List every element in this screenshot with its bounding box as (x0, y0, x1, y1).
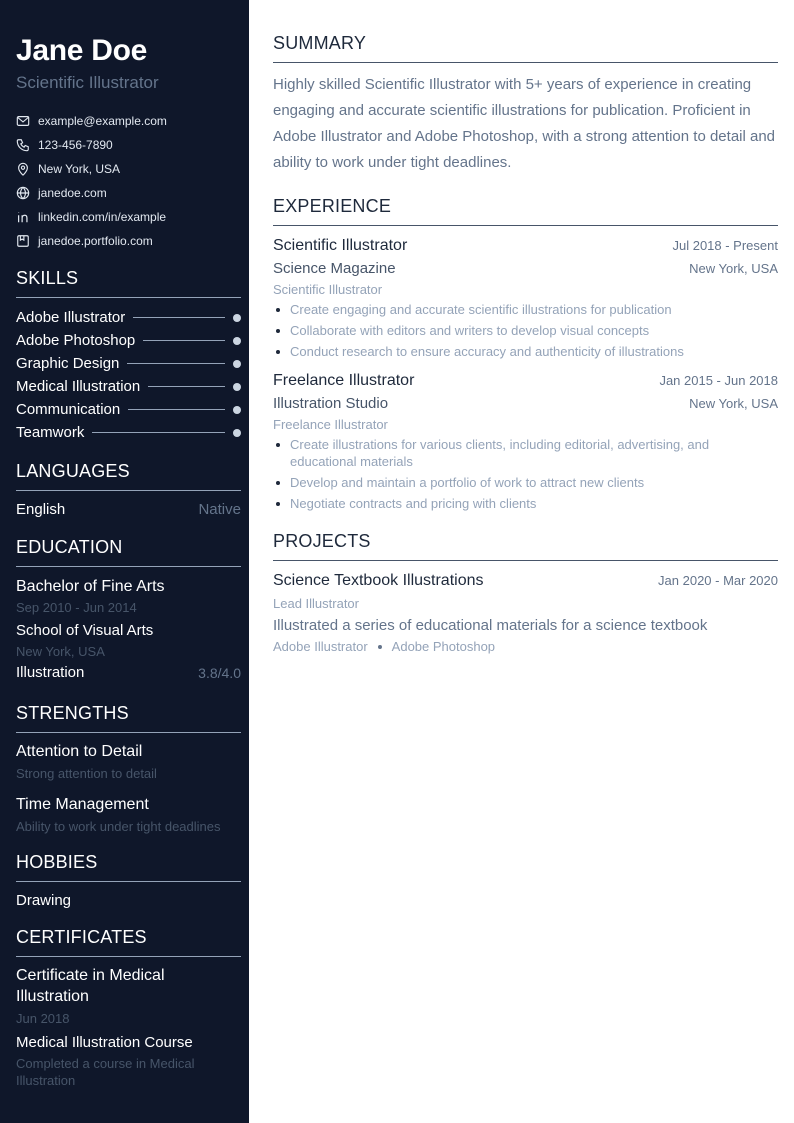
portfolio-icon (16, 234, 30, 248)
skill-dot (233, 406, 241, 414)
list-item (273, 474, 778, 491)
project-role: Lead Illustrator (273, 596, 359, 611)
education-heading: EDUCATION (16, 536, 241, 567)
language-name: English (16, 501, 66, 518)
certificate-title: Medical Illustration Course (16, 1034, 193, 1051)
linkedin-icon (16, 210, 30, 224)
certificates-heading: CERTIFICATES (16, 926, 241, 957)
summary-text: Highly skilled Scientific Illustrator with 5+ years of experience in creating engaging and accurate scientific illustrations for publication. Proficient in Adobe Illustrator and Adobe Photoshop, with a strong attention to detail and ability to work under tight deadlines. (273, 76, 776, 171)
project-item (273, 570, 778, 654)
job-dates: Jan 2015 - Jun 2018 (659, 373, 778, 388)
projects-heading: PROJECTS (273, 530, 778, 561)
skill-line (148, 386, 225, 387)
contact-phone[interactable] (16, 133, 241, 157)
contact-email-text: example@example.com (38, 114, 167, 128)
strength-title: Attention to Detail (16, 743, 143, 760)
phone-icon (16, 138, 30, 152)
skill-item (16, 306, 241, 329)
experience-item (273, 235, 778, 360)
skill-line (143, 340, 225, 341)
strengths-heading: STRENGTHS (16, 702, 241, 733)
skill-item (16, 375, 241, 398)
list-item (273, 322, 778, 339)
sidebar (0, 0, 249, 1123)
job-bullets (273, 436, 778, 512)
project-dates: Jan 2020 - Mar 2020 (658, 573, 778, 588)
certificate-date: Jun 2018 (16, 1011, 70, 1026)
contact-linkedin[interactable] (16, 205, 241, 229)
education-school: School of Visual Arts (16, 622, 154, 639)
bullet-dot (273, 474, 290, 491)
skill-line (127, 363, 225, 364)
job-company: Science Magazine (273, 260, 396, 277)
skill-item (16, 329, 241, 352)
skill-item (16, 352, 241, 375)
contact-portfolio[interactable] (16, 229, 241, 253)
education-degree: Bachelor of Fine Arts (16, 578, 165, 595)
skill-line (133, 317, 225, 318)
contact-linkedin-text: linkedin.com/in/example (38, 210, 167, 224)
hobby-item: Drawing (16, 892, 72, 909)
project-tag: Adobe Photoshop (391, 639, 496, 654)
project-desc: Illustrated a series of educational materials for a science textbook (273, 617, 708, 634)
bullet-text: Negotiate contracts and pricing with clients (290, 496, 537, 511)
skill-dot (233, 383, 241, 391)
contact-website[interactable] (16, 181, 241, 205)
job-company: Illustration Studio (273, 395, 389, 412)
strength-desc: Ability to work under tight deadlines (16, 819, 221, 834)
list-item (273, 301, 778, 318)
languages-heading: LANGUAGES (16, 460, 241, 491)
skill-name: Communication (16, 401, 121, 418)
bullet-dot (273, 436, 290, 470)
location-icon (16, 162, 30, 176)
bullet-text: Conduct research to ensure accuracy and authenticity of illustrations (290, 344, 684, 359)
project-tag: Adobe Illustrator (273, 639, 368, 654)
contact-list (16, 109, 241, 253)
bullet-text: Collaborate with editors and writers to develop visual concepts (290, 323, 650, 338)
certificate-title: Certificate in Medical Illustration (16, 967, 165, 1005)
education-field-row (16, 662, 241, 684)
job-role: Scientific Illustrator (273, 282, 383, 297)
project-tags (273, 639, 778, 654)
skill-dot (233, 337, 241, 345)
bullet-dot (273, 343, 290, 360)
mail-icon (16, 114, 30, 128)
job-location: New York, USA (689, 396, 778, 411)
skills-list (16, 306, 241, 444)
skill-name: Medical Illustration (16, 378, 141, 395)
job-dates: Jul 2018 - Present (672, 238, 778, 253)
project-title: Science Textbook Illustrations (273, 572, 484, 589)
skill-name: Graphic Design (16, 355, 120, 372)
bullet-text: Create illustrations for various clients, including editorial, advertising, and educational materials (290, 437, 710, 469)
job-title: Scientific Illustrator (273, 237, 408, 254)
contact-location-text: New York, USA (38, 162, 121, 176)
skill-dot (233, 360, 241, 368)
job-bullets (273, 301, 778, 360)
contact-portfolio-text: janedoe.portfolio.com (38, 234, 153, 248)
strength-title: Time Management (16, 796, 149, 813)
tag-separator (378, 645, 382, 649)
contact-location (16, 157, 241, 181)
hobbies-heading: HOBBIES (16, 851, 241, 882)
contact-phone-text: 123-456-7890 (38, 138, 113, 152)
education-location: New York, USA (16, 644, 105, 659)
experience-item (273, 370, 778, 512)
skill-name: Adobe Photoshop (16, 332, 136, 349)
main-content (273, 32, 778, 654)
contact-email[interactable] (16, 109, 241, 133)
skill-dot (233, 429, 241, 437)
contact-website-text: janedoe.com (38, 186, 107, 200)
experience-heading: EXPERIENCE (273, 195, 778, 226)
list-item (273, 495, 778, 512)
skill-dot (233, 314, 241, 322)
skill-item (16, 421, 241, 444)
skill-line (92, 432, 225, 433)
skill-line (128, 409, 225, 410)
skill-item (16, 398, 241, 421)
profile-name: Jane Doe (16, 34, 147, 67)
bullet-dot (273, 495, 290, 512)
bullet-dot (273, 322, 290, 339)
summary-heading: SUMMARY (273, 32, 778, 63)
bullet-text: Develop and maintain a portfolio of work to attract new clients (290, 475, 645, 490)
job-role: Freelance Illustrator (273, 417, 388, 432)
skills-heading: SKILLS (16, 267, 241, 298)
globe-icon (16, 186, 30, 200)
list-item (273, 436, 778, 470)
profile-role: Scientific Illustrator (16, 73, 159, 92)
language-item (16, 500, 241, 520)
job-title: Freelance Illustrator (273, 372, 415, 389)
job-location: New York, USA (689, 261, 778, 276)
education-field: Illustration (16, 664, 85, 681)
bullet-dot (273, 301, 290, 318)
education-gpa: 3.8/4.0 (198, 665, 241, 681)
bullet-text: Create engaging and accurate scientific illustrations for publication (290, 302, 672, 317)
list-item (273, 343, 778, 360)
skill-name: Teamwork (16, 424, 85, 441)
strength-desc: Strong attention to detail (16, 766, 157, 781)
skill-name: Adobe Illustrator (16, 309, 126, 326)
certificate-desc: Completed a course in Medical Illustration (16, 1056, 195, 1088)
education-dates: Sep 2010 - Jun 2014 (16, 600, 137, 615)
language-level: Native (198, 501, 241, 518)
